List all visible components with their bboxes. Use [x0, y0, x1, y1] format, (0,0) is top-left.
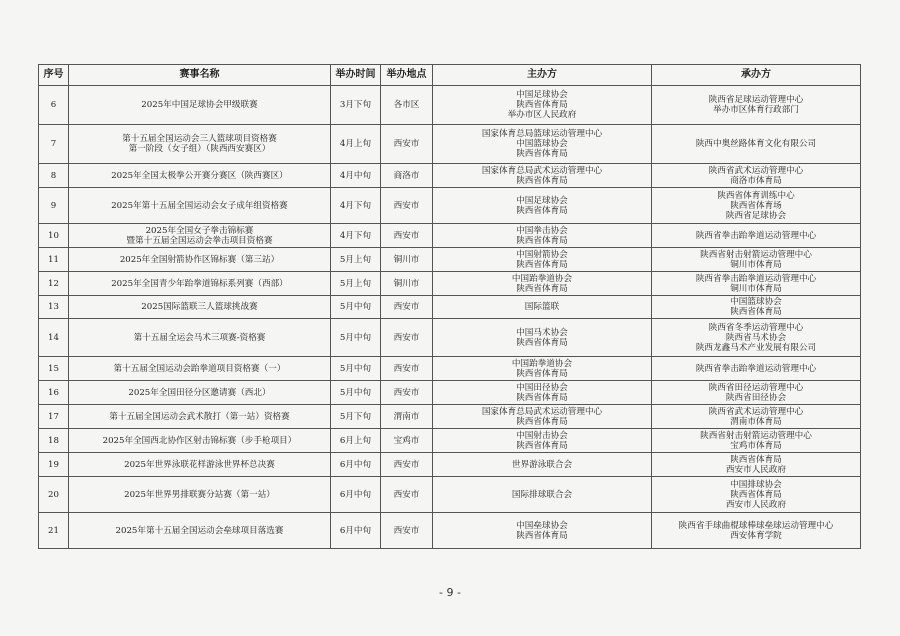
- cell-host: [433, 381, 652, 405]
- cell-organizer: [652, 296, 861, 319]
- cell-organizer-line: 陕西省手球曲棍球棒球垒球运动管理中心: [678, 520, 834, 531]
- cell-event-name: [69, 319, 331, 357]
- cell-organizer-line: 陕西省体育局: [730, 307, 782, 317]
- cell-host-line: 陕西省体育局: [516, 368, 568, 379]
- cell-event-name-line: 第十五届全国运动会武术散打（第一站）资格赛: [109, 411, 290, 422]
- cell-time: 6月中旬: [331, 453, 381, 477]
- cell-host-line: 世界游泳联合会: [511, 459, 573, 470]
- cell-host-line: 国际排球联合会: [511, 489, 573, 500]
- cell-event-name-line: 2025年全国西北协作区射击锦标赛（步手枪项目）: [102, 435, 297, 446]
- cell-time: 5月下旬: [331, 405, 381, 429]
- cell-organizer-line: 中国排球协会: [730, 479, 782, 490]
- cell-place: 铜川市: [381, 272, 433, 296]
- cell-event-name-line: 第十五届全国运动会跆拳道项目资格赛（一）: [113, 363, 286, 374]
- cell-host-line: 中国拳击协会: [516, 225, 568, 236]
- cell-event-name-line: 2025国际篮联三人篮球挑战赛: [141, 302, 258, 312]
- cell-event-name-line: 暨第十五届全国运动会拳击项目资格赛: [126, 235, 273, 246]
- cell-time: 5月中旬: [331, 296, 381, 319]
- table-row: [39, 357, 861, 381]
- header-host: 主办方: [433, 65, 652, 86]
- table-row: [39, 248, 861, 272]
- cell-organizer: [652, 248, 861, 272]
- cell-host-line: 陕西省体育局: [516, 235, 568, 246]
- cell-host-line: 陕西省体育局: [516, 337, 568, 348]
- cell-host-line: 中国篮球协会: [516, 139, 568, 149]
- cell-event-name-line: 2025年世界泳联花样游泳世界杯总决赛: [124, 459, 275, 470]
- cell-host-line: 中国射箭协会: [516, 249, 568, 260]
- cell-no: 10: [39, 224, 69, 248]
- cell-host: [433, 188, 652, 224]
- cell-host: [433, 125, 652, 164]
- cell-host-line: 举办市区人民政府: [507, 110, 577, 120]
- cell-event-name: [69, 381, 331, 405]
- cell-host-line: 中国田径协会: [516, 382, 568, 393]
- cell-event-name-line: 2025年全国射箭协作区锦标赛（第三站）: [119, 254, 280, 265]
- header-organizer: 承办方: [652, 65, 861, 86]
- cell-host-line: 陕西省体育局: [516, 205, 568, 216]
- cell-host-line: 国家体育总局武术运动管理中心: [481, 406, 603, 417]
- table-row: [39, 319, 861, 357]
- cell-organizer-line: 陕西省马术协会: [725, 332, 787, 343]
- table-row: [39, 296, 861, 319]
- cell-place: 西安市: [381, 357, 433, 381]
- table-row: [39, 453, 861, 477]
- cell-organizer-line: 陕西省田径运动管理中心: [708, 382, 804, 393]
- cell-event-name-line: 2025年世界男排联赛分站赛（第一站）: [124, 489, 275, 500]
- cell-place: 渭南市: [381, 405, 433, 429]
- table-row: [39, 429, 861, 453]
- cell-organizer-line: 举办市区体育行政部门: [713, 105, 799, 115]
- cell-host: [433, 86, 652, 125]
- cell-event-name-line: 第一阶段（女子组）（陕西西安赛区）: [128, 144, 271, 154]
- cell-organizer-line: 陕西省冬季运动管理中心: [708, 322, 804, 333]
- cell-host-line: 国际篮联: [524, 302, 560, 312]
- cell-organizer-line: 陕西龙鑫马术产业发展有限公司: [695, 342, 817, 353]
- cell-no: 11: [39, 248, 69, 272]
- cell-organizer-line: 西安体育学院: [730, 530, 782, 541]
- cell-time: 4月下旬: [331, 224, 381, 248]
- cell-place: 西安市: [381, 381, 433, 405]
- cell-organizer-line: 陕西省体育场: [730, 200, 782, 211]
- cell-no: 8: [39, 164, 69, 188]
- cell-host-line: 陕西省体育局: [516, 175, 568, 186]
- cell-organizer: [652, 86, 861, 125]
- cell-organizer: [652, 125, 861, 164]
- cell-host-line: 中国足球协会: [516, 90, 568, 100]
- cell-host: [433, 477, 652, 513]
- cell-host-line: 中国垒球协会: [516, 520, 568, 531]
- cell-place: 铜川市: [381, 248, 433, 272]
- cell-organizer: [652, 357, 861, 381]
- cell-organizer-line: 渭南市体育局: [730, 416, 782, 427]
- cell-no: 14: [39, 319, 69, 357]
- cell-organizer: [652, 319, 861, 357]
- cell-place: 宝鸡市: [381, 429, 433, 453]
- header-place: 举办地点: [381, 65, 433, 86]
- cell-time: 4月下旬: [331, 188, 381, 224]
- cell-host-line: 陕西省体育局: [516, 100, 568, 110]
- cell-no: 17: [39, 405, 69, 429]
- cell-organizer: [652, 453, 861, 477]
- cell-host-line: 陕西省体育局: [516, 149, 568, 159]
- cell-event-name: [69, 125, 331, 164]
- table-row: [39, 164, 861, 188]
- cell-organizer: [652, 188, 861, 224]
- cell-time: 3月下旬: [331, 86, 381, 125]
- cell-no: 16: [39, 381, 69, 405]
- cell-organizer-line: 铜川市体育局: [730, 259, 782, 270]
- cell-time: 6月中旬: [331, 477, 381, 513]
- cell-event-name: [69, 357, 331, 381]
- cell-host-line: 陕西省体育局: [516, 392, 568, 403]
- cell-time: 5月中旬: [331, 357, 381, 381]
- cell-time: 6月上旬: [331, 429, 381, 453]
- cell-event-name: [69, 405, 331, 429]
- cell-host: [433, 224, 652, 248]
- cell-organizer-line: 陕西省体育训练中心: [717, 190, 795, 201]
- cell-event-name-line: 第十五届全运会马术三项赛-资格赛: [133, 332, 266, 343]
- cell-event-name-line: 2025年全国女子拳击锦标赛: [145, 225, 254, 236]
- table-row: [39, 125, 861, 164]
- cell-place: 西安市: [381, 513, 433, 549]
- cell-organizer-line: 西安市人民政府: [725, 499, 787, 510]
- cell-organizer-line: 陕西省拳击跆拳道运动管理中心: [695, 363, 817, 374]
- cell-host: [433, 272, 652, 296]
- cell-place: 西安市: [381, 224, 433, 248]
- cell-organizer-line: 陕西省拳击跆拳道运动管理中心: [695, 273, 817, 284]
- cell-organizer: [652, 381, 861, 405]
- cell-organizer-line: 商洛市体育局: [730, 175, 782, 186]
- page-number: - 9 -: [439, 586, 461, 599]
- cell-host-line: 中国足球协会: [516, 195, 568, 206]
- cell-event-name-line: 2025年全国青少年跆拳道锦标系列赛（西部）: [111, 278, 288, 289]
- cell-event-name: [69, 248, 331, 272]
- header-event-name: 赛事名称: [69, 65, 331, 86]
- cell-host-line: 陕西省体育局: [516, 283, 568, 294]
- cell-host: [433, 357, 652, 381]
- cell-no: 19: [39, 453, 69, 477]
- cell-event-name: [69, 477, 331, 513]
- table-body: [39, 86, 861, 549]
- cell-organizer-line: 铜川市体育局: [730, 283, 782, 294]
- cell-organizer-line: 陕西省拳击跆拳道运动管理中心: [695, 230, 817, 241]
- cell-organizer-line: 陕西中奥丝路体育文化有限公司: [695, 139, 817, 149]
- cell-event-name: [69, 86, 331, 125]
- cell-organizer-line: 陕西省体育局: [730, 489, 782, 500]
- header-time: 举办时间: [331, 65, 381, 86]
- cell-no: 7: [39, 125, 69, 164]
- cell-host: [433, 429, 652, 453]
- cell-no: 9: [39, 188, 69, 224]
- cell-time: 6月中旬: [331, 513, 381, 549]
- cell-host-line: 中国射击协会: [516, 430, 568, 441]
- cell-time: 4月上旬: [331, 125, 381, 164]
- cell-organizer-line: 中国篮球协会: [730, 297, 782, 307]
- event-schedule-table: [38, 64, 861, 549]
- cell-place: 西安市: [381, 125, 433, 164]
- cell-time: 5月上旬: [331, 272, 381, 296]
- cell-place: 西安市: [381, 453, 433, 477]
- cell-organizer: [652, 272, 861, 296]
- cell-host-line: 陕西省体育局: [516, 259, 568, 270]
- cell-place: 西安市: [381, 188, 433, 224]
- cell-time: 5月中旬: [331, 319, 381, 357]
- cell-event-name-line: 2025年全国田径分区邀请赛（西北）: [128, 387, 271, 398]
- cell-host: [433, 405, 652, 429]
- cell-place: 西安市: [381, 477, 433, 513]
- cell-event-name: [69, 188, 331, 224]
- cell-host-line: 国家体育总局武术运动管理中心: [481, 165, 603, 176]
- table-row: [39, 405, 861, 429]
- cell-event-name-line: 2025年第十五届全国运动会垒球项目落选赛: [115, 525, 284, 536]
- cell-event-name-line: 2025年第十五届全国运动会女子成年组资格赛: [111, 200, 288, 211]
- cell-organizer-line: 宝鸡市体育局: [730, 440, 782, 451]
- cell-no: 18: [39, 429, 69, 453]
- cell-no: 13: [39, 296, 69, 319]
- cell-host-line: 中国跆拳道协会: [511, 358, 573, 369]
- cell-time: 4月中旬: [331, 164, 381, 188]
- cell-host: [433, 453, 652, 477]
- cell-event-name-line: 2025年全国太极拳公开赛分赛区（陕西赛区）: [111, 170, 288, 181]
- cell-host: [433, 296, 652, 319]
- table-row: [39, 224, 861, 248]
- cell-host: [433, 513, 652, 549]
- cell-no: 6: [39, 86, 69, 125]
- cell-event-name: [69, 453, 331, 477]
- table-row: [39, 188, 861, 224]
- cell-event-name: [69, 272, 331, 296]
- cell-place: 商洛市: [381, 164, 433, 188]
- cell-host: [433, 248, 652, 272]
- cell-organizer-line: 陕西省武术运动管理中心: [708, 165, 804, 176]
- cell-event-name: [69, 224, 331, 248]
- cell-place: 西安市: [381, 296, 433, 319]
- cell-event-name: [69, 513, 331, 549]
- cell-event-name: [69, 164, 331, 188]
- cell-host-line: 陕西省体育局: [516, 440, 568, 451]
- cell-host-line: 中国马术协会: [516, 327, 568, 338]
- table-row: [39, 86, 861, 125]
- cell-no: 21: [39, 513, 69, 549]
- cell-organizer-line: 陕西省射击射箭运动管理中心: [700, 430, 812, 441]
- cell-organizer-line: 西安市人民政府: [725, 464, 787, 475]
- table-row: [39, 477, 861, 513]
- table-row: [39, 272, 861, 296]
- cell-no: 20: [39, 477, 69, 513]
- cell-organizer: [652, 513, 861, 549]
- cell-organizer: [652, 405, 861, 429]
- cell-event-name-line: 第十五届全国运动会三人篮球项目资格赛: [122, 134, 277, 144]
- cell-host-line: 国家体育总局篮球运动管理中心: [481, 129, 603, 139]
- cell-organizer-line: 陕西省武术运动管理中心: [708, 406, 804, 417]
- cell-event-name-line: 2025年中国足球协会甲级联赛: [141, 100, 258, 110]
- table-row: [39, 381, 861, 405]
- cell-organizer: [652, 224, 861, 248]
- cell-place: 各市区: [381, 86, 433, 125]
- cell-organizer-line: 陕西省足球协会: [725, 210, 787, 221]
- cell-organizer-line: 陕西省田径协会: [725, 392, 787, 403]
- cell-time: 5月上旬: [331, 248, 381, 272]
- cell-organizer: [652, 164, 861, 188]
- table-row: [39, 513, 861, 549]
- cell-organizer: [652, 429, 861, 453]
- cell-host-line: 陕西省体育局: [516, 416, 568, 427]
- cell-no: 15: [39, 357, 69, 381]
- cell-organizer-line: 陕西省体育局: [730, 454, 782, 465]
- cell-organizer: [652, 477, 861, 513]
- cell-event-name: [69, 296, 331, 319]
- cell-host-line: 中国跆拳道协会: [511, 273, 573, 284]
- cell-no: 12: [39, 272, 69, 296]
- cell-organizer-line: 陕西省足球运动管理中心: [708, 95, 804, 105]
- cell-host: [433, 164, 652, 188]
- cell-host-line: 陕西省体育局: [516, 530, 568, 541]
- cell-time: 5月中旬: [331, 381, 381, 405]
- cell-organizer-line: 陕西省射击射箭运动管理中心: [700, 249, 812, 260]
- header-no: 序号: [39, 65, 69, 86]
- table-header-row: [39, 65, 861, 86]
- cell-place: 西安市: [381, 319, 433, 357]
- cell-host: [433, 319, 652, 357]
- cell-event-name: [69, 429, 331, 453]
